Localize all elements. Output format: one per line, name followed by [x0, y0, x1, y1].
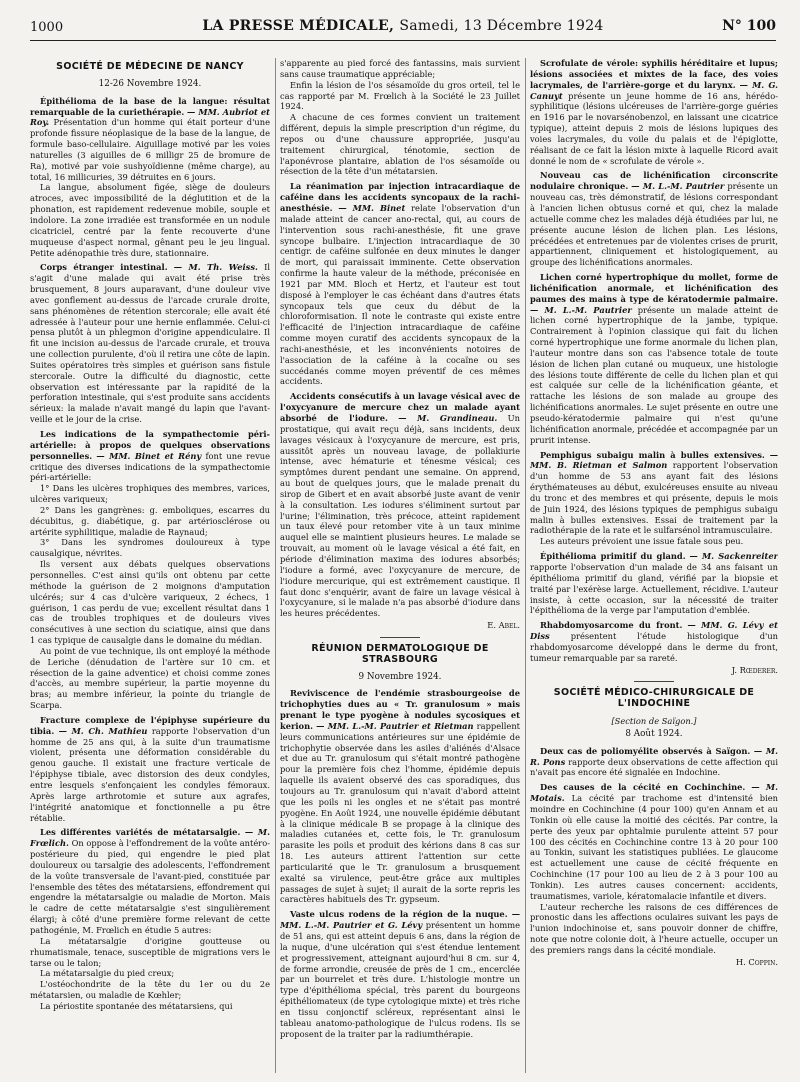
article-title: Rhabdomyosarcome du front. [540, 620, 683, 631]
journal-title [30, 18, 776, 34]
article-title: Scrofulate de vérole: syphilis héréditaire et lupus; lésions associées et mixtes de la face, des voies lacrymales, de l'arrière-gorge et du larynx. [530, 58, 778, 90]
article-body: présentent l'étude histologique d'un rhabdomyosarcome développé dans le derme du front, tumeur remarquable par sa rareté. [530, 631, 778, 663]
article-paragraph: Ils versent aux débats quelques observations personnelles. C'est ainsi qu'ils ont obtenu par cette méthode la guérison de 2 moignons d'amputation ulcérés; sur 4 cas d'ulcère variqueux, 2 échecs, 1 guérison, 1 cas perdu de vue; excellent résultat dans 1 cas de troubles trophiques et de douleurs vives consécutives à une section du sciatique, ainsi que dans 1 cas typique de causalgie dans le domaine du médian. [30, 559, 270, 646]
list-item: La périostite spontanée des métatarsiens, qui [40, 1000, 233, 1011]
article-body: rappellent leurs communications antérieures sur une épidémie de trichophytie observée dans les asiles d'aliénés d'Alsace et due au Tr. granulosum qui s'était montré pathogène pour la première fois chez l'homme, épidémie depuis laquelle ils avaient observé des cas sporadiques, dus toujours au Tr. granulosum qui n'avait d'abord atteint que les poils ni les ongles et ne s'était pas montré pyogène. En Août 1924, une nouvelle épidémie débutant à la clinique médicale B se propage à la clinique des maladies cutanées et, cette fois, le Tr. granulosum parasite les poils et produit des kérions dans 8 cas sur 18. Les auteurs attirent l'attention sur cette particularité que le Tr. granulosum a brusquement exalté sa virulence, peut-être grâce aux multiples passages de sujet à sujet; il aurait de la sorte repris les caractères habituels des Tr. gypseum. [280, 720, 520, 905]
article-author: — M. Frœlich. [30, 827, 270, 849]
article-title: Les différentes variétés de métatarsalgie. [40, 827, 241, 838]
article [530, 551, 778, 616]
article-author: — MM. Binet et Rény [96, 450, 202, 461]
article-author: — MM. G. Lévy et Diss [530, 620, 778, 642]
article-title: Vaste ulcus rodens de la région de la nuque. [290, 909, 508, 920]
list-item: La métatarsalgie d'origine goutteuse ou rhumatismale, tenace, susceptible de migrations vers le tarse ou le talon; [30, 935, 270, 968]
article-author: — MM. B. Rietman et Salmon [530, 449, 778, 471]
article-author: — M. Th. Weiss. [173, 262, 258, 273]
article [280, 181, 520, 387]
list-item: La métatarsalgie du pied creux; [40, 968, 175, 979]
article [280, 909, 520, 1039]
article-paragraph: La langue, absolument figée, siège de douleurs atroces, avec impossibilité de la déglutition et de la phonation, est rapidement redevenue mobile, souple et indolore. La zone irradiée est transformée en un nodule cicatriciel, centré par la fente recouverte d'une muqueuse d'aspect normal, gênant peu le jeu lingual. Petite adénopathie très dure, stationnaire. [30, 182, 270, 258]
column-1 [30, 58, 270, 1073]
page-number: 1000 [30, 20, 64, 35]
article [280, 688, 520, 905]
article-body: présentent un homme de 51 ans, qui est atteint depuis 6 ans, dans la région de la nuque, d'une ulcération qui s'est étendue lentement et progressivement, atteignant aujourd'hui 8 cm. sur 4, de forme arrondie, creusée de près de 1 cm., encerclée par un bourrelet et très dure. L'histologie montre un type d'épithélioma spécial, très parent du bourgeons épithéliomateux (de type cytologique mixte) et très riche en tissu conjonctif scléreux, représentant ainsi le tableau anatomo-pathologique de l'ulcus rodens. Ils se proposent de la traiter par la radiumthérapie. [280, 920, 520, 1039]
article-body: font une revue critique des diverses indications de la sympathectomie péri-artérielle: [30, 450, 270, 483]
article-author: — M. L.-M. Pautrier [631, 181, 725, 192]
article [530, 620, 778, 663]
article-body: Présentation d'un homme qui était porteur d'une profonde fissure néoplasique de la base de la langue, de formule baso-cellulaire. Aiguillage motivé par les voies naturelles (3 aiguilles de 6 milligr 25 de bromure de Ra), motivé par voie sushyoïdienne (même charge), au total, 16 millicuries, 39 détruites en 6 jours. [30, 117, 270, 182]
society-heading: SOCIÉTÉ DE MÉDECINE DE NANCY [56, 61, 244, 72]
article [530, 58, 778, 166]
article-author: — MM. Aubriot et Roy. [30, 106, 270, 128]
article [280, 391, 520, 619]
article-body: Il s'agit d'une malade qui avait été prise très brusquement, 8 jours auparavant, d'une douleur vive avec gonflement au-dessus de l'arcade crurale droite, sans phénomènes de rétention stercorale; elle avait été adressée à l'auteur pour une hernie enflammée. Celui-ci pensa plutôt à un phlegmon d'origine appendiculaire. Il fit une incision au-dessus de l'arcade crurale, et trouva une collection purulente, d'où il retira une côte de lapin. Suites opératoires très simples et guérison sans fistule stercorale. Outre la difficulté du diagnostic, cette observation est intéressante par la rapidité de la perforation intestinale, qui s'est produite sans accidents sérieux: la malade n'avait mangé du lapin que l'avant-veille et le jour de la crise. [30, 262, 270, 425]
article-paragraph: s'apparente au pied forcé des fantassins, mais survient sans cause traumatique appréciable; [280, 58, 520, 79]
society-heading: RÉUNION DERMATOLOGIQUE DE STRASBOURG [311, 642, 489, 665]
article [530, 746, 778, 779]
article-body: rapporte l'observation d'un homme de 25 ans qui, à la suite d'un traumatisme violent, présenta une déformation considérable du genou gauche. Il existait une fracture verticale de l'épiphyse tibiale, avec distorsion des deux condyles, entre lesquels s'enfonçaient les condyles fémoraux. Après large arthrotomie et suture aux agrafes, l'intégrité anatomique et fonctionnelle a pu être rétablie. [30, 725, 270, 823]
article-paragraph: Les auteurs prévoient une issue fatale sous peu. [540, 536, 744, 547]
list-item: 2° Dans les gangrènes: g. emboliques, escarres du décubitus, g. diabétique, g. par artériosclérose ou artérite syphilitique, maladie de Raynaud; [30, 504, 270, 537]
list-item: 1° Dans les ulcères trophiques des membres, varices, ulcères variqueux; [30, 483, 270, 505]
article [30, 429, 270, 483]
article-title: Épithélioma de la base de la langue: résultat remarquable de la curiethérapie. [30, 95, 270, 117]
article-author: — M. R. Pons [530, 745, 778, 767]
list-item: 3° Dans les syndromes douloureux à type causalgique, névrites. [30, 537, 270, 559]
signature: H. Coppin. [735, 956, 778, 967]
section-label: [Section de Saïgon.] [611, 716, 697, 727]
article [30, 96, 270, 183]
article-author: — M. G. Canuyt [530, 79, 778, 101]
session-date: 9 Novembre 1924. [358, 671, 442, 682]
article-title: Lichen corné hypertrophique du mollet, forme de lichénification anormale, et lichénification des paumes des mains à type de kératodermie palmaire. [530, 272, 778, 304]
article-author: — M. Ch. Mathieu [58, 725, 148, 736]
column-divider [525, 58, 526, 1073]
article-title: Des causes de la cécité en Cochinchine. [540, 782, 746, 793]
article-author: — MM. L.-M. Pautrier et Rietman [316, 720, 474, 731]
article-body: rapportent l'observation d'un homme de 53 ans ayant fait des lésions érythémateuses au début, exulcéreuses ensuite au niveau du tronc et des membres et qui présente, depuis le mois de Juin 1924, des lésions typiques de pemphigus subaigu malin à bulles extensives. Essai de traitement par la radiothérapie de la rate et le sulfarsénol intramusculaire. [530, 460, 778, 536]
article-author: — MM. L.-M. Pautrier et G. Lévy [280, 909, 520, 931]
article-title: Accidents consécutifs à un lavage vésical avec de l'oxycyanure de mercure chez un malade ayant absorbé de l'iodure. [280, 391, 520, 423]
article-body: rapporte deux observations de cette affection qui n'avait pas encore été signalée en Indochine. [530, 756, 778, 778]
issue-number: N° 100 [722, 18, 776, 34]
article-title: Nouveau cas de lichénification circonscrite nodulaire chronique. [530, 170, 778, 192]
session-date: 12-26 Novembre 1924. [98, 78, 202, 89]
article [530, 782, 778, 901]
article-author: — M. Grandineau. [398, 413, 498, 423]
signature: J. Rœderer. [731, 664, 778, 675]
article [30, 827, 270, 935]
article-paragraph: Enfin la lésion de l'os sésamoïde du gros orteil, tel le cas rapporté par M. Frœlich à la Société le 23 Juillet 1924. [280, 79, 520, 112]
article [530, 450, 778, 537]
article-body: présente un malade atteint de lichen corné hypertrophique de la jambe, typique. Contrairement à l'opinion classique qui fait du lichen corné hypertrophique une forme anormale du lichen plan, l'auteur montre dans son cas l'absence totale de toute lésion de lichen plan cutané ou muqueux, une histologie des lésions toute différente de celle du lichen plan et qui est calquée sur celle de la lichénification géante, et rattache les lésions de son malade au groupe des lichénifications anormales. Le sujet présente en outre une pseudo-kératodermie palmaire qui n'est qu'une lichénification anormale, précédée et accompagnée par un prurit intense. [530, 304, 778, 445]
column-3 [530, 58, 778, 1073]
article-author: — M. Sackenreiter [689, 551, 778, 562]
article-author: — M. L.-M. Pautrier [530, 304, 632, 315]
article-paragraph: L'auteur recherche les raisons de ces différences de pronostic dans les affections oculaires suivant les pays de l'union indochinoise et, sans pouvoir donner de chiffre, note que notre colonie doit, à l'heure actuelle, occuper un des premiers rangs dans la cécité mondiale. [530, 901, 778, 955]
article-body: rapporte l'observation d'un malade de 34 ans faisant un épithélioma primitif du gland, vérifié par la biopsie et traité par l'exérèse large. Actuellement, récidive. L'auteur insiste, à cette occasion, sur la nécessité de traiter l'épithélioma de la verge par l'amputation d'emblée. [530, 561, 778, 616]
article [30, 262, 270, 425]
column-divider [275, 58, 276, 1073]
column-2 [280, 58, 520, 1073]
article-body: La cécité par trachome est d'intensité bien moindre en Cochinchine (4 pour 100) qu'en Annam et au Tonkin où elle cause la moitié des cécités. Par contre, la perte des yeux par ophtalmie purulente atteint 57 pour 100 des cécités en Cochinchine contre 13 à 20 pour 100 au Tonkin, suivant les statistiques publiées. Le glaucome est actuellement une cause de cécité fréquente en Cochinchine (17 pour 100 au lieu de 2 à 3 pour 100 au Tonkin). Les autres causes concernent: accidents, traumatismes, variole, kératomalacie infantile et divers. [530, 793, 778, 901]
section-rule [380, 637, 420, 638]
list-item: L'ostéochondrite de la tête du 1er ou du 2e métatarsien, ou maladie de Kœhler; [30, 979, 270, 1001]
article-title: La réanimation par injection intracardiaque de caféine dans les accidents syncopaux de la rachi-anesthésie. [280, 181, 520, 213]
article-body: On oppose à l'effondrement de la voûte antéro-postérieure du pied, qui engendre le pied plat douloureux ou tarsalgie des adolescents, l'effondrement de la voûte transversale de l'avant-pied, constituée par l'ensemble des têtes des métatarsiens, effondrement qui engendre la métatarsalgie ou maladie de Morton. Mais le cadre de cette métatarsalgie s'est singulièrement élargi; à côté d'une première forme relevant de cette pathogénie, M. Frœlich en étudie 5 autres: [30, 838, 270, 935]
article [530, 272, 778, 446]
article-author: — M. Motais. [530, 782, 778, 804]
article-title: Pemphigus subaigu malin à bulles extensives. [540, 449, 765, 460]
society-heading: SOCIÉTÉ MÉDICO-CHIRURGICALE DE L'INDOCHINE [553, 687, 755, 710]
article-title: Deux cas de poliomyélite observés à Saïgon. [540, 745, 751, 756]
article [530, 170, 778, 268]
article-paragraph: Au point de vue technique, ils ont employé la méthode de Leriche (dénudation de l'artère sur 10 cm. et résection de la gaine adventice) et choisi comme zones d'accès, au membre supérieur, la partie moyenne du bras; au membre inférieur, la pointe du triangle de Scarpa. [30, 645, 270, 711]
issue-date: Samedi, 13 Décembre 1924 [399, 18, 604, 34]
article-title: Reviviscence de l'endémie strasbourgeoise de trichophyties dues au « Tr. granulosum » mais prenant le type pyogène à nodules sycosiques et kerion. [280, 688, 520, 731]
article-title: Corps étranger intestinal. [40, 262, 168, 273]
article-body: présente un jeune homme de 16 ans, hérédo-syphilitique (lésions ulcéreuses de l'arrière-gorge guéries en 1916 par le novarsénobenzol, en laissant une cicatrice typique), atteint depuis 2 mois de lésions lupiques des voies lacrymales, du voile du palais et de l'épiglotte, réalisant de ce fait la lésion mixte à laquelle Ricord avait donné le nom de « scrofulate de vérole ». [530, 90, 778, 166]
article-title: Épithélioma primitif du gland. [540, 551, 686, 562]
page-header [30, 18, 776, 41]
article-body: présente un nouveau cas, très démonstratif, de lésions correspondant à l'ancien lichen obtusus corné et qui, chez la malade actuelle comme chez les malades déjà étudiées par lui, ne présente aucune lésion de lichen plan. Les lésions, précédées et entretenues par de violentes crises de prurit, appartiennent, cliniquement et histologiquement, au groupe des lichénifications anormales. [530, 181, 778, 268]
article-title: Fracture complexe de l'épiphyse supérieure du tibia. [30, 714, 270, 736]
article-paragraph: A chacune de ces formes convient un traitement différent, depuis la simple prescription d'un régime, du repos ou d'une chaussure appropriée, jusqu'au traitement chirurgical, ténotomie, section de l'aponévrose plantaire, ablation de l'os sésamoïde ou résection de la tête d'un métatarsien. [280, 112, 520, 177]
signature: E. Abel. [487, 620, 520, 631]
article-body: relate l'observation d'un malade atteint de cancer ano-rectal, qui, au cours de l'intervention sous rachi-anesthésie, fit une grave syncope bulbaire. L'injection intracardiaque de 30 centigr. de caféine sulfonée en deux minutes le danger de mort, qui paraissait imminente. Cette observation confirme la haute valeur de la méthode, préconisée en 1921 par MM. Bloch et Hertz, et l'auteur est tout disposé à l'employer le cas échéant dans d'autres états syncopaux tels que ceux du début de la chloroformisation. Il note le contraste qui existe entre l'efficacité de l'injection intracardiaque de caféine comme moyen curatif des accidents syncopaux de la rachi-anesthésie, et les inconvénients notoires de l'association de la caféine à la cocaïne ou ses succédanés comme moyen préventif de ces mêmes accidents. [280, 202, 520, 387]
section-rule [634, 681, 674, 682]
journal-name: LA PRESSE MÉDICALE, [202, 18, 395, 34]
article-title: Les indications de la sympathectomie péri-artérielle: à propos de quelques observations personnelles. [30, 429, 270, 461]
article-body: Un prostatique, qui avait reçu déjà, sans incidents, deux lavages vésicaux à l'oxycyanure de mercure, est pris, aussitôt après un nouveau lavage, de pollakiurie intense, avec hématurie et ténesme vésical; ces symptômes durent pendant une semaine. On apprend, au bout de quelques jours, que le malade prenait du sirop de Gibert et en avait absorbé juste avant de venir à la consultation. Les iodures s'éliminent surtout par l'urine; l'élimination, très précoce, atteint rapidement un taux élevé pour retomber vite à un taux minime auquel elle se maintient plusieurs heures. Le malade se trouvait, au moment où le lavage vésical a été fait, en période d'élimination maxima des iodures absorbés; l'iodure a formé, avec l'oxycyanure de mercure, de l'iodure mercurique, qui est extrêmement caustique. Il faut donc s'enquérir, avant de faire un lavage vésical à l'oxycyanure, si le malade n'a pas absorbé d'iodure dans les heures précédentes. [280, 413, 520, 619]
session-date: 8 Août 1924. [625, 728, 683, 739]
article-author: — MM. Binet [338, 202, 406, 213]
article [30, 715, 270, 823]
